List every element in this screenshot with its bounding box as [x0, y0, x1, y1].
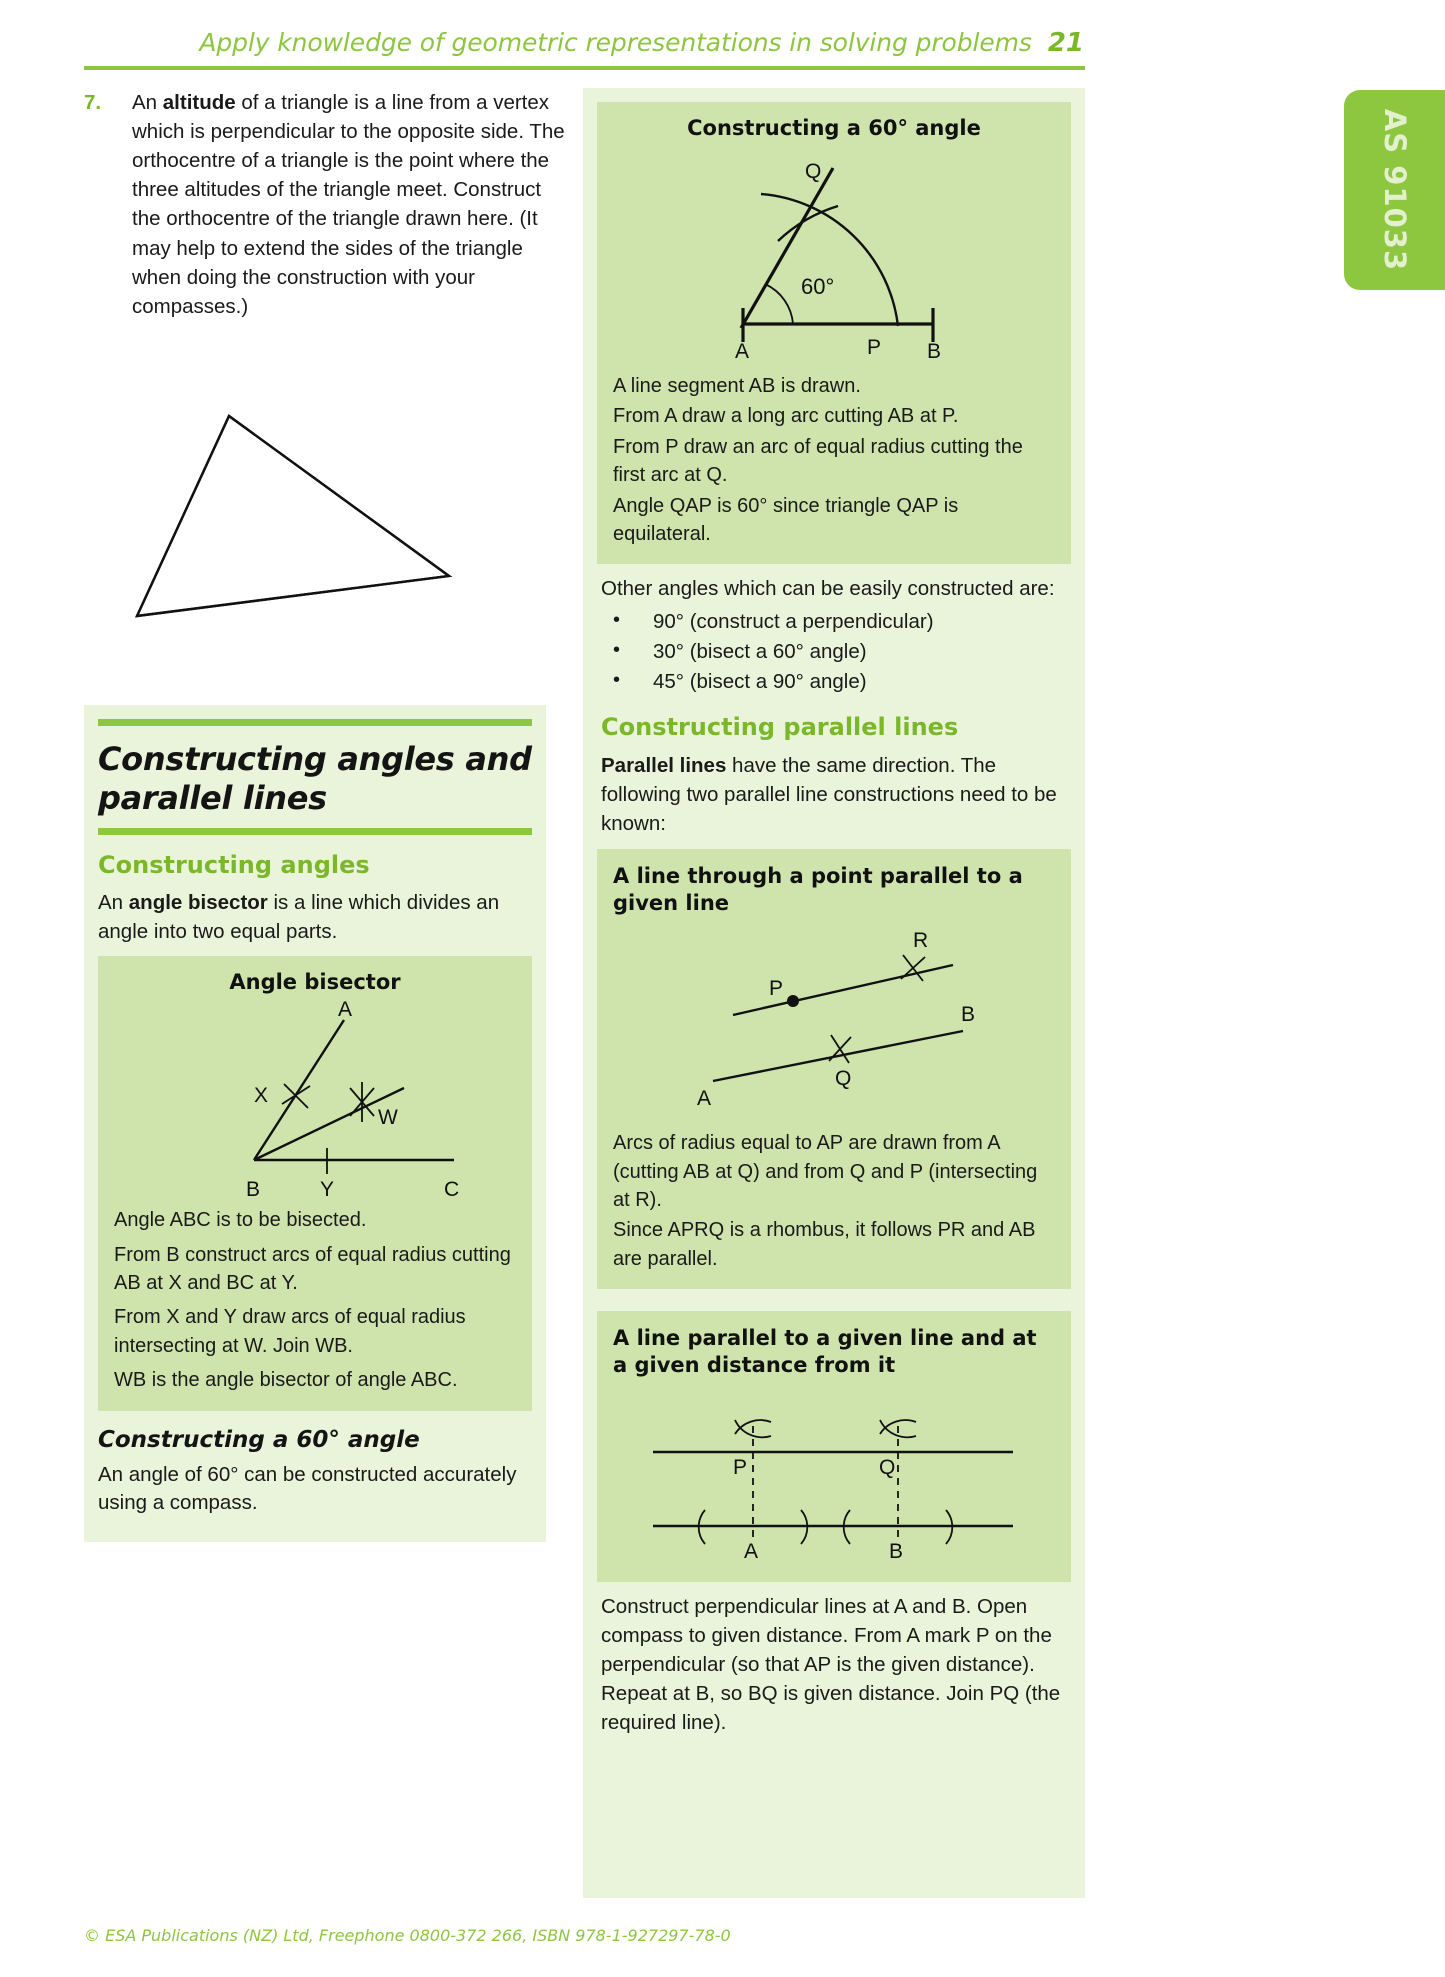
constructing-60-diagram	[613, 146, 1063, 366]
page-header	[84, 28, 1084, 58]
intro-after: is a line which divides an angle into two equal parts.	[98, 890, 500, 943]
label-angle-60: 60°	[801, 274, 835, 299]
other-angle-item: • 90° (construct a perpendicular)	[601, 607, 1067, 637]
sixty-step-2: From A draw a long arc cutting AB at P.	[613, 405, 959, 428]
label-W: W	[378, 1106, 398, 1130]
subsection-parallel-lines: Constructing parallel lines	[601, 713, 959, 742]
label-B: B	[246, 1178, 261, 1201]
standard-tab	[1344, 90, 1445, 290]
term-parallel-lines: Parallel lines	[601, 754, 727, 778]
triangle-figure	[124, 401, 574, 631]
label-C: C	[444, 1178, 460, 1201]
label-A: A	[697, 1087, 712, 1111]
angle-bisector-card	[98, 956, 532, 1410]
parallel-through-point-diagram	[613, 923, 1063, 1123]
other-angles-intro: Other angles which can be easily constructed are:	[601, 577, 1055, 601]
through-point-step-2: Since APRQ is a rhombus, it follows PR and AB are parallel.	[613, 1219, 1036, 1270]
panel-bottom-rule	[98, 828, 532, 835]
label-P: P	[867, 336, 882, 359]
section-title: Constructing angles and parallel lines	[98, 739, 532, 817]
label-R: R	[913, 929, 929, 953]
page-number: 21	[1047, 28, 1084, 58]
sixty-step-1: A line segment AB is drawn.	[613, 375, 861, 397]
label-Q: Q	[805, 160, 822, 183]
question-text-before: An	[132, 91, 163, 114]
left-column	[84, 88, 574, 1542]
subsection-constructing-angles: Constructing angles	[98, 850, 370, 879]
header-title: Apply knowledge of geometric representations in solving problems	[199, 28, 1032, 57]
label-Y: Y	[320, 1178, 335, 1201]
constructing-60-card-title: Constructing a 60° angle	[687, 116, 981, 140]
other-angle-item: • 30° (bisect a 60° angle)	[601, 637, 1067, 667]
label-A: A	[744, 1539, 759, 1563]
bisector-step-2: From B construct arcs of equal radius cutting AB at X and BC at Y.	[114, 1243, 511, 1295]
question-text-after: of a triangle is a line from a vertex which is perpendicular to the opposite side. The orthocentre of a triangle is the point where the three altitudes of the triangle meet. Construct the orthocentre of the triangle drawn here. (It may help to extend the sides of the triangle when doing the construction with your compasses.)	[132, 91, 565, 318]
label-Q: Q	[879, 1455, 896, 1479]
label-P: P	[769, 977, 784, 1001]
parallel-through-point-title: A line through a point parallel to a given line	[613, 863, 1023, 915]
term-angle-bisector: angle bisector	[128, 890, 268, 914]
parallel-given-distance-title: A line parallel to a given line and at a given distance from it	[613, 1326, 1037, 1378]
subsection-constructing-60: Constructing a 60° angle	[98, 1426, 420, 1453]
other-angle-item: • 45° (bisect a 90° angle)	[601, 667, 1067, 697]
left-green-panel	[84, 705, 546, 1542]
intro-before: An	[98, 890, 129, 914]
label-B: B	[961, 1003, 976, 1027]
bisector-step-1: Angle ABC is to be bisected.	[114, 1209, 367, 1232]
angle-bisector-diagram	[114, 1000, 544, 1200]
question-7	[84, 88, 574, 321]
angle-bisector-card-title: Angle bisector	[229, 970, 401, 995]
label-Q: Q	[835, 1067, 852, 1091]
through-point-step-1: Arcs of radius equal to AP are drawn from A (cutting AB at Q) and from Q and P (intersecting at R).	[613, 1132, 1038, 1211]
right-column	[583, 88, 1085, 1898]
angle-bisector-intro	[98, 889, 532, 946]
label-A: A	[735, 340, 750, 363]
other-angles-block	[583, 574, 1085, 838]
given-distance-explanation	[583, 1592, 1085, 1738]
constructing-60-card	[597, 102, 1071, 564]
parallel-intro	[601, 751, 1067, 838]
parallel-given-distance-diagram	[613, 1386, 1063, 1566]
parallel-through-point-card	[597, 849, 1071, 1290]
sixty-step-4: Angle QAP is 60° since triangle QAP is equilateral.	[613, 494, 959, 545]
other-angles-list	[601, 607, 1067, 697]
parallel-given-distance-card	[597, 1311, 1071, 1582]
standard-tab-label: AS 91033	[1377, 108, 1412, 272]
constructing-60-text: An angle of 60° can be constructed accurately using a compass.	[98, 1462, 517, 1515]
bisector-step-3: From X and Y draw arcs of equal radius intersecting at W. Join WB.	[114, 1306, 466, 1357]
header-rule	[84, 66, 1085, 70]
question-number: 7.	[84, 91, 102, 114]
label-P: P	[733, 1455, 748, 1479]
label-A: A	[338, 1000, 353, 1022]
label-B: B	[927, 340, 942, 363]
bisector-step-4: WB is the angle bisector of angle ABC.	[114, 1369, 458, 1392]
page-footer: © ESA Publications (NZ) Ltd, Freephone 0800-372 266, ISBN 978-1-927297-78-0	[84, 1926, 731, 1945]
panel-top-rule	[98, 719, 532, 726]
sixty-step-3: From P draw an arc of equal radius cutting the first arc at Q.	[613, 435, 1023, 487]
parallel-intro-rest: have the same direction. The following two parallel line constructions need to be known:	[601, 754, 1057, 836]
label-X: X	[254, 1084, 269, 1108]
question-text	[132, 88, 574, 321]
label-B: B	[889, 1539, 904, 1563]
given-distance-step-1: Construct perpendicular lines at A and B. Open compass to given distance. From A mark P on the perpendicular (so that AP is the given distance). Repeat at B, so BQ is given distance. Join PQ (the required line).	[601, 1594, 1061, 1735]
question-term-altitude: altitude	[162, 91, 236, 114]
